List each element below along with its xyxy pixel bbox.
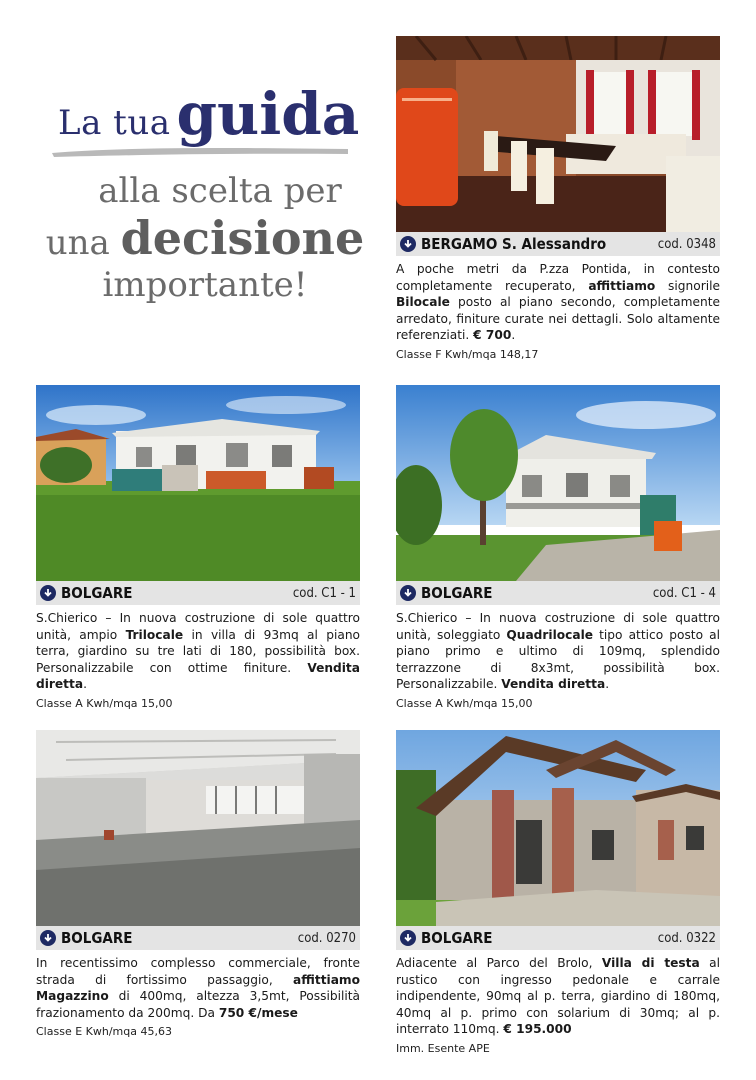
listing-energy-class: Classe E Kwh/mqa 45,63 <box>36 1025 172 1038</box>
description-text: . <box>511 328 516 342</box>
headline-big-text: guida <box>176 80 360 148</box>
listing-code: cod. 0322 <box>657 930 716 946</box>
listing-photo-warehouse <box>36 730 360 926</box>
headline-line-3-strong: decisione <box>120 211 365 266</box>
description-text: signorile <box>655 278 720 293</box>
description-highlight: € 700 <box>473 328 512 342</box>
listing-photo-interior <box>396 36 720 232</box>
headline-line-1 <box>58 80 359 148</box>
description-highlight: Vendita diretta <box>501 677 606 691</box>
headline-rest <box>40 172 370 305</box>
brush-stroke-underline <box>50 144 350 158</box>
chevron-down-circle-icon <box>40 585 56 601</box>
description-highlight: Trilocale <box>125 627 184 642</box>
listing-description <box>396 610 720 693</box>
listing-card[interactable] <box>396 36 720 361</box>
chevron-down-circle-icon <box>400 585 416 601</box>
description-highlight: Bilocale <box>396 295 450 309</box>
headline-line-3-pre: una <box>45 223 110 264</box>
listing-header-bar <box>396 232 720 256</box>
description-text: al rustico con ingresso pedonale e carrale indipendente, 90mq al p. terra, giardino di 180mq, 40mq al p. primo con solarium di 30mq; al p. interrato 110mq. <box>396 956 720 1036</box>
description-highlight: Quadrilocale <box>506 627 594 642</box>
listing-description <box>36 955 360 1021</box>
listing-location: BOLGARE <box>61 929 133 947</box>
description-highlight: Villa di testa <box>601 956 700 970</box>
listing-energy-class: Classe A Kwh/mqa 15,00 <box>36 696 173 710</box>
listing-card[interactable] <box>36 385 360 710</box>
chevron-down-circle-icon <box>40 930 56 946</box>
listing-photo-attic-construction <box>396 385 720 581</box>
listing-card[interactable] <box>396 730 720 1055</box>
listing-description <box>396 261 720 344</box>
listing-location: BOLGARE <box>421 929 493 947</box>
description-text: S.Chierico – In nuova costruzione di sole quattro unità, ampio <box>36 611 360 642</box>
listing-code: cod. 0348 <box>657 236 716 252</box>
description-text: in villa di 93mq al piano terra, giardino su tre lati di 180, possibilità box. Personalizzabile con ottime finiture. <box>36 627 361 675</box>
headline-small-text: La tua <box>58 103 171 143</box>
description-text: . <box>605 677 610 691</box>
chevron-down-circle-icon <box>400 236 416 252</box>
description-text: tipo attico posto al piano primo e ultimo di 109mq, splendido terrazzone di 8x3mt, possibilità box. Personalizzabile. <box>396 627 720 691</box>
listing-photo-villa-construction <box>36 385 360 581</box>
description-text: di 400mq, altezza 3,5mt, Possibilità frazionamento da 200mq. Da <box>36 989 360 1020</box>
listing-energy-class: Classe F Kwh/mqa 148,17 <box>396 347 539 361</box>
listing-code: cod. C1 - 1 <box>292 585 356 601</box>
listing-energy-class: Imm. Esente APE <box>396 1041 490 1055</box>
description-text: S.Chierico – In nuova costruzione di sole quattro unità, soleggiato <box>396 611 720 642</box>
listing-header-bar <box>36 926 360 950</box>
headline-line-2: alla scelta per <box>98 171 342 211</box>
description-highlight: 750 €/mese <box>218 1005 298 1020</box>
listing-photo-villa-rustico <box>396 730 720 926</box>
listing-location: BOLGARE <box>61 584 133 602</box>
listing-card[interactable] <box>396 385 720 710</box>
description-text: posto al piano secondo, completamente arredato, finiture curate nei dettagli. Solo altamente referenziati. <box>396 295 720 342</box>
listing-header-bar <box>396 926 720 950</box>
listing-code: cod. C1 - 4 <box>652 585 716 601</box>
headline-line-4: importante! <box>102 265 308 306</box>
listing-location: BERGAMO S. Alessandro <box>421 235 607 253</box>
listing-description <box>396 955 720 1038</box>
listing-code: cod. 0270 <box>297 930 356 946</box>
description-text: Adiacente al Parco del Brolo, <box>396 956 602 970</box>
description-text: In recentissimo complesso commerciale, fronte strada di fortissimo passaggio, <box>36 956 360 987</box>
listing-header-bar <box>36 581 360 605</box>
description-text: A poche metri da P.zza Pontida, in contesto completamente recuperato, <box>396 262 720 293</box>
listing-location: BOLGARE <box>421 584 493 602</box>
listing-energy-class: Classe A Kwh/mqa 15,00 <box>396 696 533 710</box>
description-highlight: Vendita diretta <box>36 660 360 691</box>
description-text: . <box>83 677 87 691</box>
listing-card[interactable] <box>36 730 360 1038</box>
description-highlight: € 195.000 <box>503 1022 572 1036</box>
headline-line-3 <box>40 211 370 266</box>
listing-header-bar <box>396 581 720 605</box>
chevron-down-circle-icon <box>400 930 416 946</box>
description-highlight: affittiamo Magazzino <box>36 972 360 1003</box>
description-highlight: affittiamo <box>588 278 656 293</box>
listing-description <box>36 610 360 693</box>
